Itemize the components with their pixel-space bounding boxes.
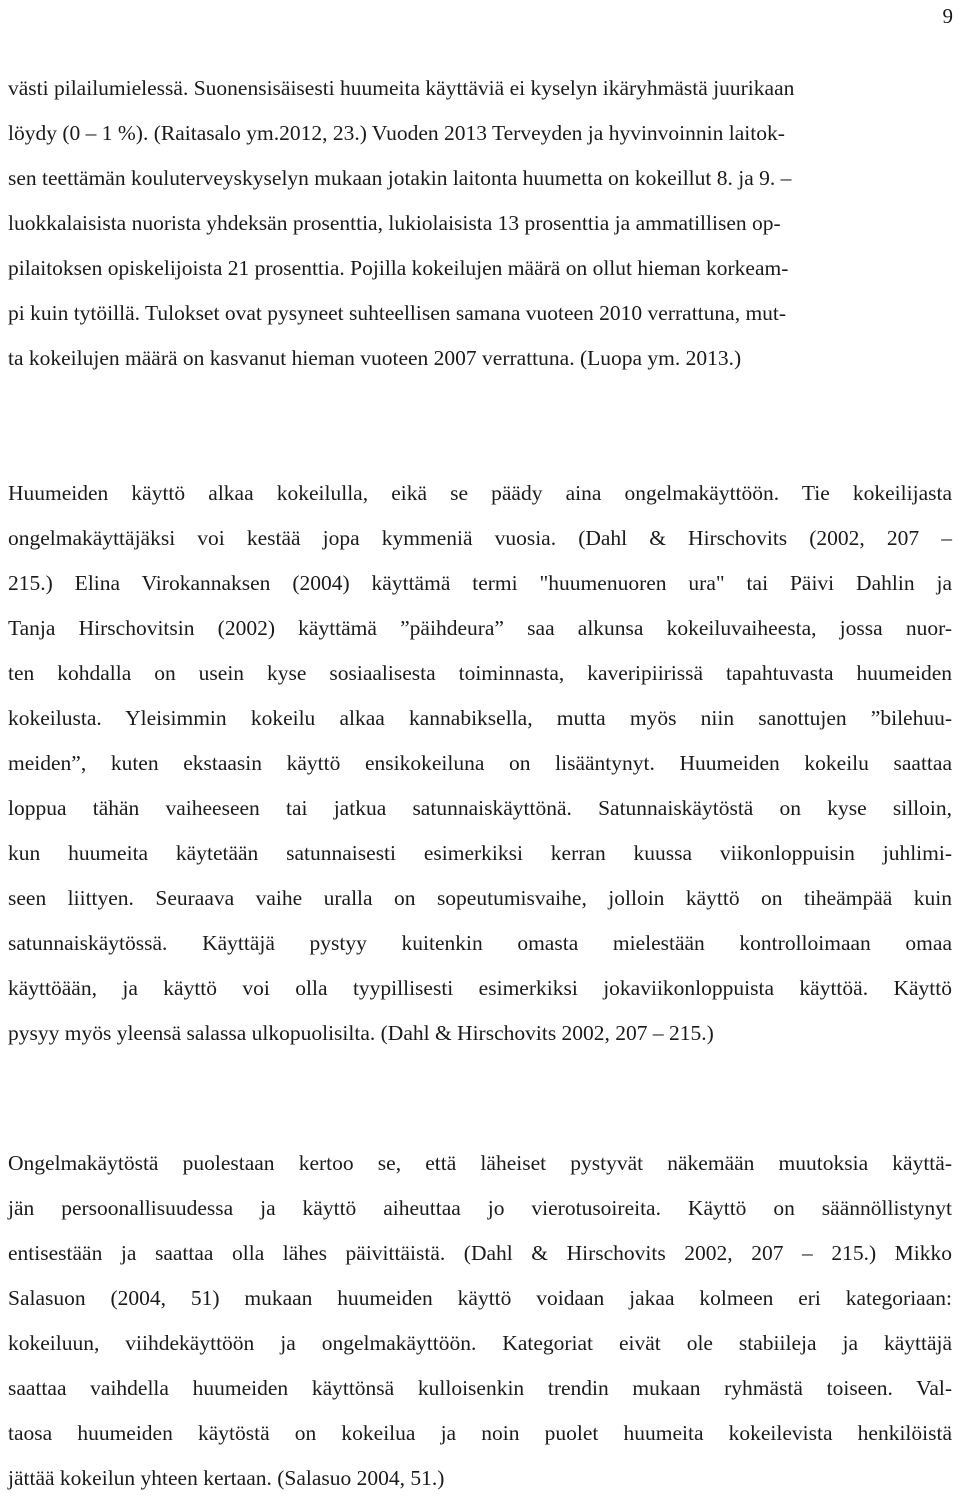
text-line: sen teettämän kouluterveyskyselyn mukaan jotakin laitonta huumetta on kokeillut 8. ja 9. –: [8, 166, 792, 190]
text-line: jättää kokeilun yhteen kertaan. (Salasuo 2004, 51.): [8, 1466, 445, 1490]
text-line: Huumeiden käyttö alkaa kokeilulla, eikä se päädy aina ongelmakäyttöön. Tie kokeilijasta: [8, 481, 952, 505]
paragraph-problem-use: [8, 1141, 952, 1501]
text-line: Ongelmakäytöstä puolestaan kertoo se, että läheiset pystyvät näkemään muutoksia käyttä-: [8, 1151, 952, 1175]
text-line: Tanja Hirschovitsin (2002) käyttämä ”päihdeura” saa alkunsa kokeiluvaiheesta, jossa nuor-: [8, 616, 952, 640]
text-line: pilaitoksen opiskelijoista 21 prosenttia. Pojilla kokeilujen määrä on ollut hieman korkeam-: [8, 256, 789, 280]
text-line: ten kohdalla on usein kyse sosiaalisesta toiminnasta, kaveripiirissä tapahtuvasta huumeiden: [8, 661, 952, 685]
text-line: loppua tähän vaiheeseen tai jatkua satunnaiskäyttönä. Satunnaiskäytöstä on kyse silloin,: [8, 796, 952, 820]
text-line: västi pilailumielessä. Suonensisäisesti huumeita käyttäviä ei kyselyn ikäryhmästä juurikaan: [8, 76, 795, 100]
text-line: pi kuin tytöillä. Tulokset ovat pysyneet suhteellisen samana vuoteen 2010 verrattuna, mut-: [8, 301, 787, 325]
text-line: seen liittyen. Seuraava vaihe uralla on sopeutumisvaihe, jolloin käyttö on tiheämpää kuin: [8, 886, 952, 910]
paragraph-drug-career: [8, 471, 952, 1056]
text-line: taosa huumeiden käytöstä on kokeilua ja noin puolet huumeita kokeilevista henkilöistä: [8, 1421, 952, 1445]
text-line: kokeilusta. Yleisimmin kokeilu alkaa kannabiksella, mutta myös niin sanottujen ”bilehuu-: [8, 706, 952, 730]
text-line: luokkalaisista nuorista yhdeksän prosenttia, lukiolaisista 13 prosenttia ja ammatillisen op-: [8, 211, 781, 235]
text-line: ta kokeilujen määrä on kasvanut hieman vuoteen 2007 verrattuna. (Luopa ym. 2013.): [8, 346, 742, 370]
text-line: meiden”, kuten ekstaasin käyttö ensikokeiluna on lisääntynyt. Huumeiden kokeilu saattaa: [8, 751, 952, 775]
text-line: käyttöään, ja käyttö voi olla tyypillisesti esimerkiksi jokaviikonloppuista käyttöä. Käyttö: [8, 976, 952, 1000]
text-line: löydy (0 – 1 %). (Raitasalo ym.2012, 23.) Vuoden 2013 Terveyden ja hyvinvoinnin laitok-: [8, 121, 785, 145]
text-line: jän persoonallisuudessa ja käyttö aiheuttaa jo vierotusoireita. Käyttö on säännöllistynyt: [8, 1196, 952, 1220]
text-line: pysyy myös yleensä salassa ulkopuolisilta. (Dahl & Hirschovits 2002, 207 – 215.): [8, 1021, 714, 1045]
text-line: 215.) Elina Virokannaksen (2004) käyttämä termi "huumenuoren ura" tai Päivi Dahlin ja: [8, 571, 952, 595]
text-line: kun huumeita käytetään satunnaisesti esimerkiksi kerran kuussa viikonloppuisin juhlimi-: [8, 841, 952, 865]
text-line: ongelmakäyttäjäksi voi kestää jopa kymmeniä vuosia. (Dahl & Hirschovits (2002, 207 –: [8, 526, 952, 550]
text-line: satunnaiskäytössä. Käyttäjä pystyy kuitenkin omasta mielestään kontrolloimaan omaa: [8, 931, 952, 955]
text-line: entisestään ja saattaa olla lähes päivittäistä. (Dahl & Hirschovits 2002, 207 – 215.) Mikko: [8, 1241, 952, 1265]
page-number: 9: [942, 4, 953, 28]
text-line: Salasuon (2004, 51) mukaan huumeiden käyttö voidaan jakaa kolmeen eri kategoriaan:: [8, 1286, 952, 1310]
paragraph-drug-use-statistics: [8, 66, 952, 381]
text-line: saattaa vaihdella huumeiden käyttönsä kulloisenkin trendin mukaan ryhmästä toiseen. Val-: [8, 1376, 952, 1400]
text-line: kokeiluun, viihdekäyttöön ja ongelmakäyttöön. Kategoriat eivät ole stabiileja ja käyttäjä: [8, 1331, 952, 1355]
